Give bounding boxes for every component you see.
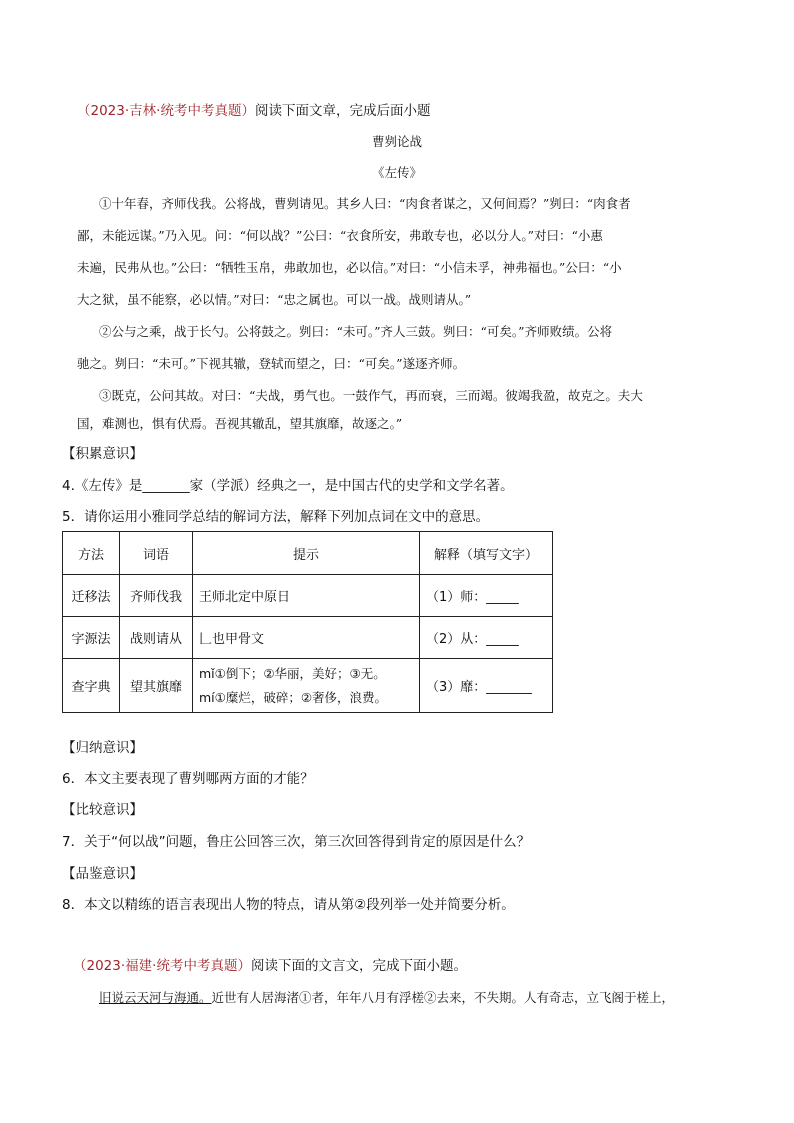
paragraph-1-line-4: 大之狱，虽不能察，必以情。”对曰：“忠之属也。可以一战。战则请从。”: [77, 292, 472, 307]
section-heading-induction: 【归纳意识】: [62, 740, 143, 756]
section-heading-accumulation: 【积累意识】: [62, 446, 143, 462]
paragraph-3-line-1: ③既克，公问其故。对曰：“夫战，勇气也。一鼓作气，再而衰，三而竭。彼竭我盈，故克之。夫大: [99, 388, 643, 403]
section-heading-appreciation: 【品鉴意识】: [62, 866, 143, 882]
table-row: [63, 617, 553, 659]
table-row: [63, 659, 553, 713]
paragraph-1-line-3: 未遍，民弗从也。”公曰：“牺牲玉帛，弗敢加也，必以信。”对曰：“小信未孚，神弗福也。”公曰：“小: [77, 260, 622, 275]
question-8: 8．本文以精练的语言表现出人物的特点，请从第②段列举一处并简要分析。: [62, 897, 515, 913]
passage-source-book: 《左传》: [371, 165, 422, 180]
table-cell-answer[interactable]: （2）从：_____: [420, 617, 553, 659]
paragraph-2-line-2: 驰之。刿曰：“未可。”下视其辙，登轼而望之，曰：“可矣。”遂逐齐师。: [77, 356, 466, 371]
paragraph-1-line-2: 鄙，未能远谋。”乃入见。问：“何以战？”公曰：“衣食所安，弗敢专也，必以分人。”对曰：“小惠: [77, 228, 603, 243]
table-cell-answer[interactable]: （3）靡：_______: [420, 659, 553, 713]
underlined-sentence: 旧说云天河与海通。: [99, 990, 212, 1005]
passage1-header: [77, 101, 430, 121]
word-explanation-table: [62, 531, 553, 713]
table-header-cell: 方法: [63, 532, 120, 575]
table-cell-method: 字源法: [63, 617, 120, 659]
table-header-cell: 解释（填写文字）: [420, 532, 553, 575]
table-cell-method: 迁移法: [63, 575, 120, 617]
passage2-instruction: 阅读下面的文言文，完成下面小题。: [250, 958, 467, 974]
table-cell-word: 望其旗靡: [120, 659, 193, 713]
section-heading-comparison: 【比较意识】: [62, 802, 143, 818]
table-cell-word: 战则请从: [120, 617, 193, 659]
dictionary-entry-mi2: mí①糜烂，破碎；②奢侈，浪费。: [199, 689, 388, 705]
passage2-source: （2023·福建·统考中考真题）: [73, 958, 251, 974]
table-header-row: [63, 532, 553, 575]
table-row: [63, 575, 553, 617]
passage1-instruction: 阅读下面文章，完成后面小题: [254, 103, 431, 119]
table-cell-hint: [193, 659, 420, 713]
table-cell-method: 查字典: [63, 659, 120, 713]
dictionary-entry-mi3: mǐ①倒下；②华丽，美好；③无。: [199, 665, 386, 681]
paragraph-2-line-1: ②公与之乘，战于长勺。公将鼓之。刿曰：“未可。”齐人三鼓。刿曰：“可矣。”齐师败绩。公将: [99, 324, 613, 339]
table-cell-word: 齐师伐我: [120, 575, 193, 617]
passage2-line-1-rest: 近世有人居海渚①者，年年八月有浮槎②去来，不失期。人有奇志，立飞阁于槎上，: [211, 990, 675, 1005]
passage1-source: （2023·吉林·统考中考真题）: [77, 103, 255, 119]
passage2-line-1: [99, 988, 674, 1008]
question-6: 6．本文主要表现了曹刿哪两方面的才能？: [62, 771, 314, 787]
table-cell-hint: 𠃊也甲骨文: [193, 617, 420, 659]
question-7: 7．关于“何以战”问题，鲁庄公回答三次，第三次回答得到肯定的原因是什么？: [62, 834, 531, 850]
passage2-header: [73, 956, 467, 976]
table-cell-answer[interactable]: （1）师：_____: [420, 575, 553, 617]
question-4: 4.《左传》是_______家（学派）经典之一，是中国古代的史学和文学名著。: [62, 478, 514, 494]
paragraph-3-line-2: 国，难测也，惧有伏焉。吾视其辙乱，望其旗靡，故逐之。”: [77, 416, 403, 431]
paragraph-1-line-1: ①十年春，齐师伐我。公将战，曹刿请见。其乡人曰：“肉食者谋之，又何间焉？”刿曰：“肉食者: [99, 196, 631, 211]
table-cell-hint: 王师北定中原日: [193, 575, 420, 617]
passage-title: 曹刿论战: [371, 134, 422, 149]
question-5: 5．请你运用小雅同学总结的解词方法，解释下列加点词在文中的意思。: [62, 509, 490, 525]
table-header-cell: 提示: [193, 532, 420, 575]
table-header-cell: 词语: [120, 532, 193, 575]
